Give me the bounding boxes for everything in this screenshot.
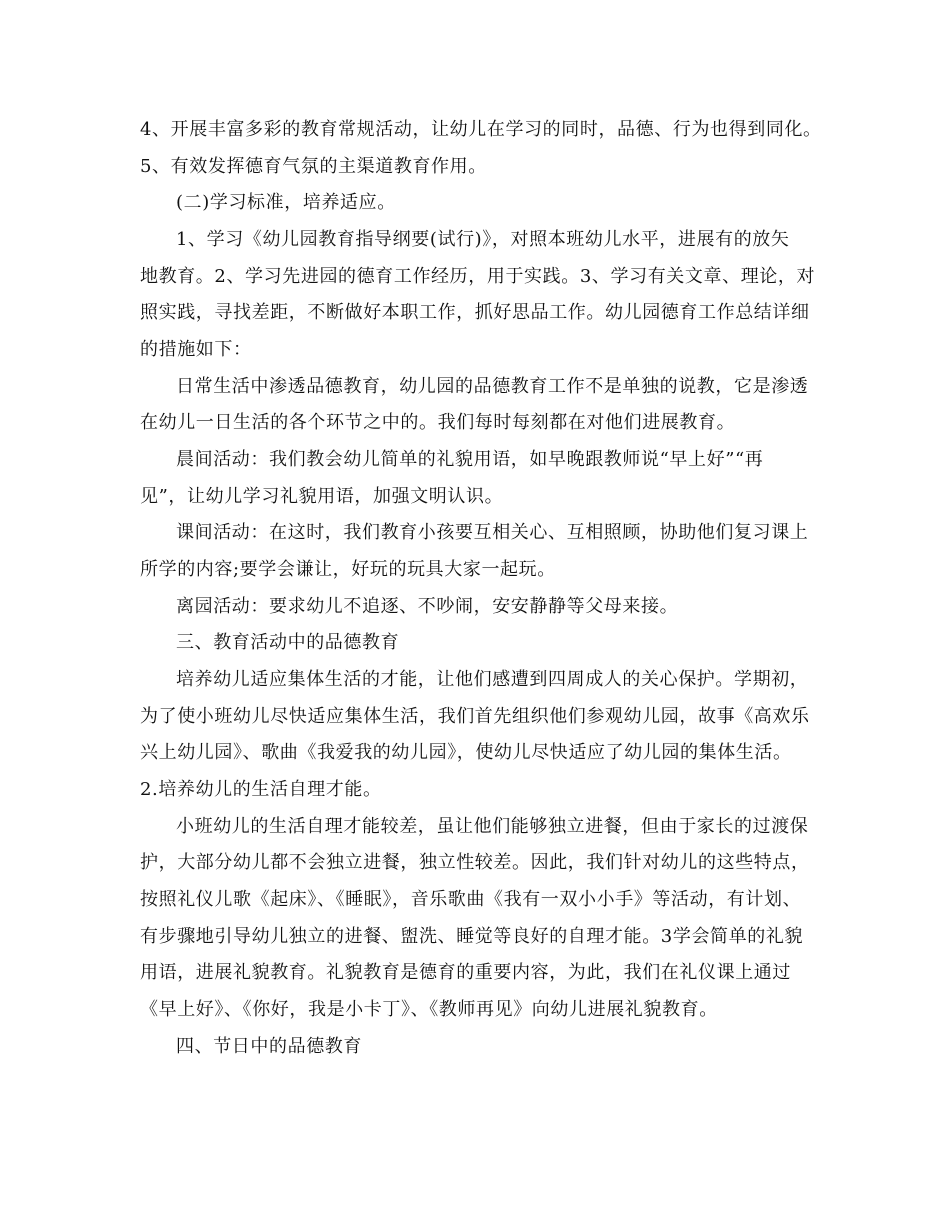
text-line: 兴上幼儿园》、歌曲《我爱我的幼儿园》，使幼儿尽快适应了幼儿园的集体生活。 <box>140 742 792 763</box>
text-line: 小班幼儿的生活自理才能较差，虽让他们能够独立进餐，但由于家长的过渡保 <box>176 816 809 837</box>
section-heading: 三、教育活动中的品德教育 <box>176 632 400 653</box>
text-line: 4、开展丰富多彩的教育常规活动，让幼儿在学习的同时，品德、行为也得到同化。 <box>140 119 822 140</box>
text-line: 见”，让幼儿学习礼貌用语，加强文明认识。 <box>140 486 504 507</box>
text-line: 培养幼儿适应集体生活的才能，让他们感遭到四周成人的关心保护。学期初， <box>176 669 809 690</box>
section-heading: 四、节日中的品德教育 <box>176 1036 362 1057</box>
text-line: 5、有效发挥德育气氛的主渠道教育作用。 <box>140 156 487 177</box>
text-line: 按照礼仪儿歌《起床》、《睡眠》，音乐歌曲《我有一双小小手》等活动，有计划、 <box>140 889 802 910</box>
text-line: 用语，进展礼貌教育。礼貌教育是德育的重要内容，为此，我们在礼仪课上通过 <box>140 962 791 983</box>
text-line: 课间活动：在这时，我们教育小孩要互相关心、互相照顾，协助他们复习课上 <box>176 522 809 543</box>
text-line: 有步骤地引导幼儿独立的进餐、盥洗、睡觉等良好的自理才能。3学会简单的礼貌 <box>140 926 804 947</box>
section-heading: (二)学习标准，培养适应。 <box>176 192 396 213</box>
text-line: 的措施如下： <box>140 339 252 360</box>
text-line: 为了使小班幼儿尽快适应集体生活，我们首先组织他们参观幼儿园，故事《高欢乐 <box>140 706 810 727</box>
text-line: 晨间活动：我们教会幼儿简单的礼貌用语，如早晚跟教师说“早上好”“再 <box>176 449 764 470</box>
text-line: 离园活动：要求幼儿不追逐、不吵闹，安安静静等父母来接。 <box>176 596 679 617</box>
text-line: 所学的内容;要学会谦让，好玩的玩具大家一起玩。 <box>140 559 556 580</box>
text-line: 日常生活中渗透品德教育，幼儿园的品德教育工作不是单独的说教，它是渗透 <box>176 376 809 397</box>
text-line: 2.培养幼儿的生活自理才能。 <box>140 779 382 800</box>
text-line: 地教育。2、学习先进园的德育工作经历，用于实践。3、学习有关文章、理论，对 <box>140 266 816 287</box>
text-line: 1、学习《幼儿园教育指导纲要(试行)》，对照本班幼儿水平，进展有的放矢 <box>176 229 790 250</box>
text-line: 护，大部分幼儿都不会独立进餐，独立性较差。因此，我们针对幼儿的这些特点， <box>140 852 810 873</box>
text-line: 在幼儿一日生活的各个环节之中的。我们每时每刻都在对他们进展教育。 <box>140 412 736 433</box>
text-line: 《早上好》、《你好，我是小卡丁》、《教师再见》向幼儿进展礼貌教育。 <box>140 999 718 1020</box>
text-line: 照实践，寻找差距，不断做好本职工作，抓好思品工作。幼儿园德育工作总结详细 <box>140 302 810 323</box>
